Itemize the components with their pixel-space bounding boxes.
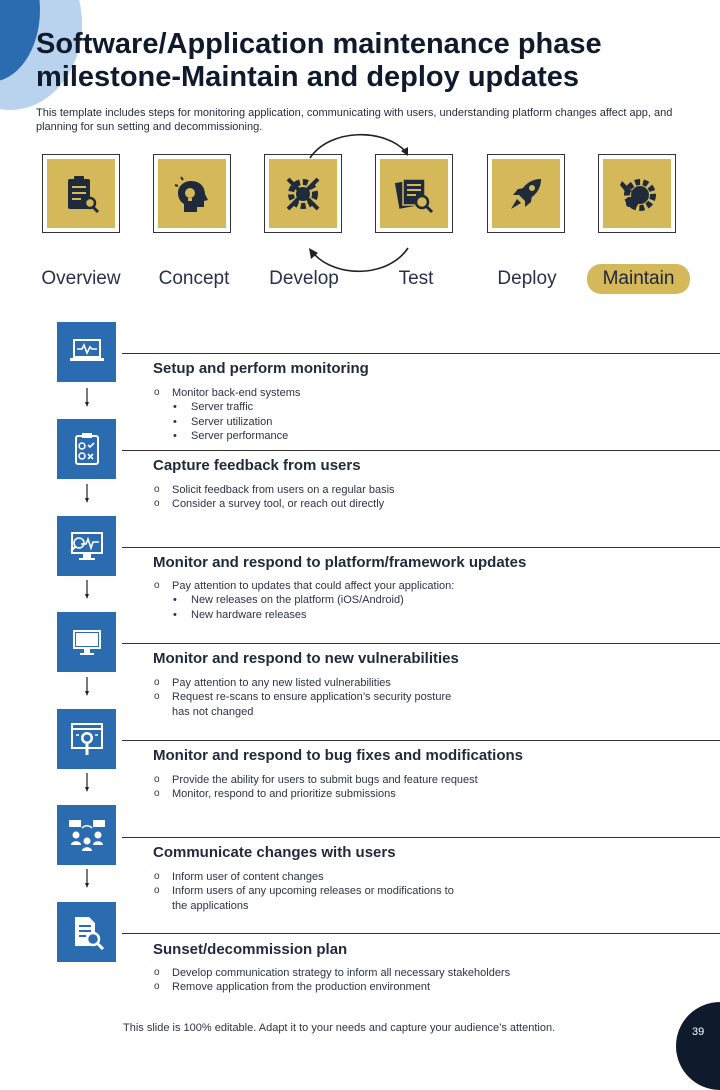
step-1-bullet: o Monitor back-end systems: [153, 386, 300, 400]
step-5-icon-box: [57, 709, 116, 769]
step-7-bullets: [153, 966, 510, 995]
document-magnifier-icon: [69, 914, 105, 950]
step-1-bullets: [153, 386, 300, 444]
step-3-bullets: [153, 579, 454, 622]
stage-maintain-label[interactable]: Maintain: [587, 264, 690, 294]
step-7-bullet: o Remove application from the production environment: [153, 980, 510, 994]
step-4-bullet-continuation: has not changed: [172, 705, 254, 718]
stage-develop-icon-box[interactable]: [264, 154, 342, 233]
stage-deploy-icon-box[interactable]: [487, 154, 565, 233]
step-6-bullet: o Inform users of any upcoming releases or modifications to: [153, 884, 454, 898]
stage-overview-label[interactable]: Overview: [41, 268, 121, 289]
step-6-title: Communicate changes with users: [153, 844, 396, 861]
step-6-divider: [122, 837, 720, 838]
stage-test-label[interactable]: Test: [398, 268, 434, 289]
step-4-divider: [122, 643, 720, 644]
stage-test-icon-box[interactable]: [375, 154, 453, 233]
step-1-down-arrow: [85, 388, 89, 408]
step-4-bullets: [153, 676, 451, 719]
clipboard-search-icon: [60, 173, 102, 215]
step-5-bullets: [153, 773, 478, 802]
step-2-divider: [122, 450, 720, 451]
idea-head-icon: [171, 173, 213, 215]
stage-deploy-label[interactable]: Deploy: [497, 268, 557, 289]
step-6-bullet-continuation: the applications: [172, 899, 249, 912]
step-7-title: Sunset/decommission plan: [153, 941, 348, 958]
monitor-analytics-icon: [69, 530, 105, 562]
step-6-down-arrow: [85, 869, 89, 889]
step-3-title: Monitor and respond to platform/framework updates: [153, 554, 527, 571]
step-5-bullet: o Monitor, respond to and prioritize submissions: [153, 787, 478, 801]
step-2-icon-box: [57, 419, 116, 479]
step-5-divider: [122, 740, 720, 741]
step-3-subbullet: • New releases on the platform (iOS/Android): [153, 593, 454, 607]
step-5-bullet: o Provide the ability for users to submit bugs and feature request: [153, 773, 478, 787]
page-subtitle: This template includes steps for monitoring application, communicating with users, understanding platform changes affect app, and planning for sun setting and decommissioning.: [36, 107, 673, 133]
tools-gear-icon: [282, 173, 324, 215]
step-2-down-arrow: [85, 484, 89, 504]
page-number: 39: [692, 1026, 705, 1038]
step-1-divider: [122, 353, 720, 354]
page-number-badge: [676, 1002, 720, 1090]
wrench-gear-icon: [616, 173, 658, 215]
step-6-bullet: o Inform user of content changes: [153, 870, 454, 884]
step-1-subbullet: • Server performance: [153, 429, 300, 443]
step-2-bullet: o Consider a survey tool, or reach out directly: [153, 497, 395, 511]
stage-develop-label[interactable]: Develop: [269, 268, 339, 289]
step-4-down-arrow: [85, 677, 89, 697]
document-search-icon: [393, 173, 435, 215]
rocket-icon: [505, 173, 547, 215]
step-4-icon-box: [57, 612, 116, 672]
step-7-icon-box: [57, 902, 116, 962]
forward-arc-arrow: [300, 130, 420, 160]
step-1-subbullet: • Server traffic: [153, 400, 300, 414]
step-5-down-arrow: [85, 773, 89, 793]
step-2-bullets: [153, 483, 395, 512]
footer-note: This slide is 100% editable. Adapt it to your needs and capture your audience’s attention.: [123, 1022, 556, 1034]
step-3-bullet: o Pay attention to updates that could affect your application:: [153, 579, 454, 593]
step-2-bullet: o Solicit feedback from users on a regular basis: [153, 483, 395, 497]
step-4-bullet: o Pay attention to any new listed vulnerabilities: [153, 676, 451, 690]
step-6-bullets: [153, 870, 454, 913]
page-title: Software/Application maintenance phase milestone-Maintain and deploy updates: [36, 28, 602, 93]
stage-overview-icon-box[interactable]: [42, 154, 120, 233]
step-2-title: Capture feedback from users: [153, 457, 361, 474]
team-communication-icon: [66, 818, 108, 852]
laptop-monitoring-icon: [69, 337, 105, 367]
step-4-bullet: o Request re-scans to ensure application’s security posture: [153, 690, 451, 704]
stage-maintain-icon-box[interactable]: [598, 154, 676, 233]
step-4-title: Monitor and respond to new vulnerabilities: [153, 650, 459, 667]
step-5-title: Monitor and respond to bug fixes and modifications: [153, 747, 524, 764]
browser-search-icon: [70, 721, 104, 757]
step-3-divider: [122, 547, 720, 548]
step-3-icon-box: [57, 516, 116, 576]
step-1-subbullet: • Server utilization: [153, 415, 300, 429]
step-7-bullet: o Develop communication strategy to inform all necessary stakeholders: [153, 966, 510, 980]
step-3-down-arrow: [85, 580, 89, 600]
feedback-checklist-icon: [72, 432, 102, 466]
step-3-subbullet: • New hardware releases: [153, 608, 454, 622]
step-1-icon-box: [57, 322, 116, 382]
stage-concept-label[interactable]: Concept: [158, 268, 230, 289]
step-7-divider: [122, 933, 720, 934]
step-1-title: Setup and perform monitoring: [153, 360, 369, 377]
stage-concept-icon-box[interactable]: [153, 154, 231, 233]
step-6-icon-box: [57, 805, 116, 865]
desktop-monitor-icon: [70, 627, 104, 657]
